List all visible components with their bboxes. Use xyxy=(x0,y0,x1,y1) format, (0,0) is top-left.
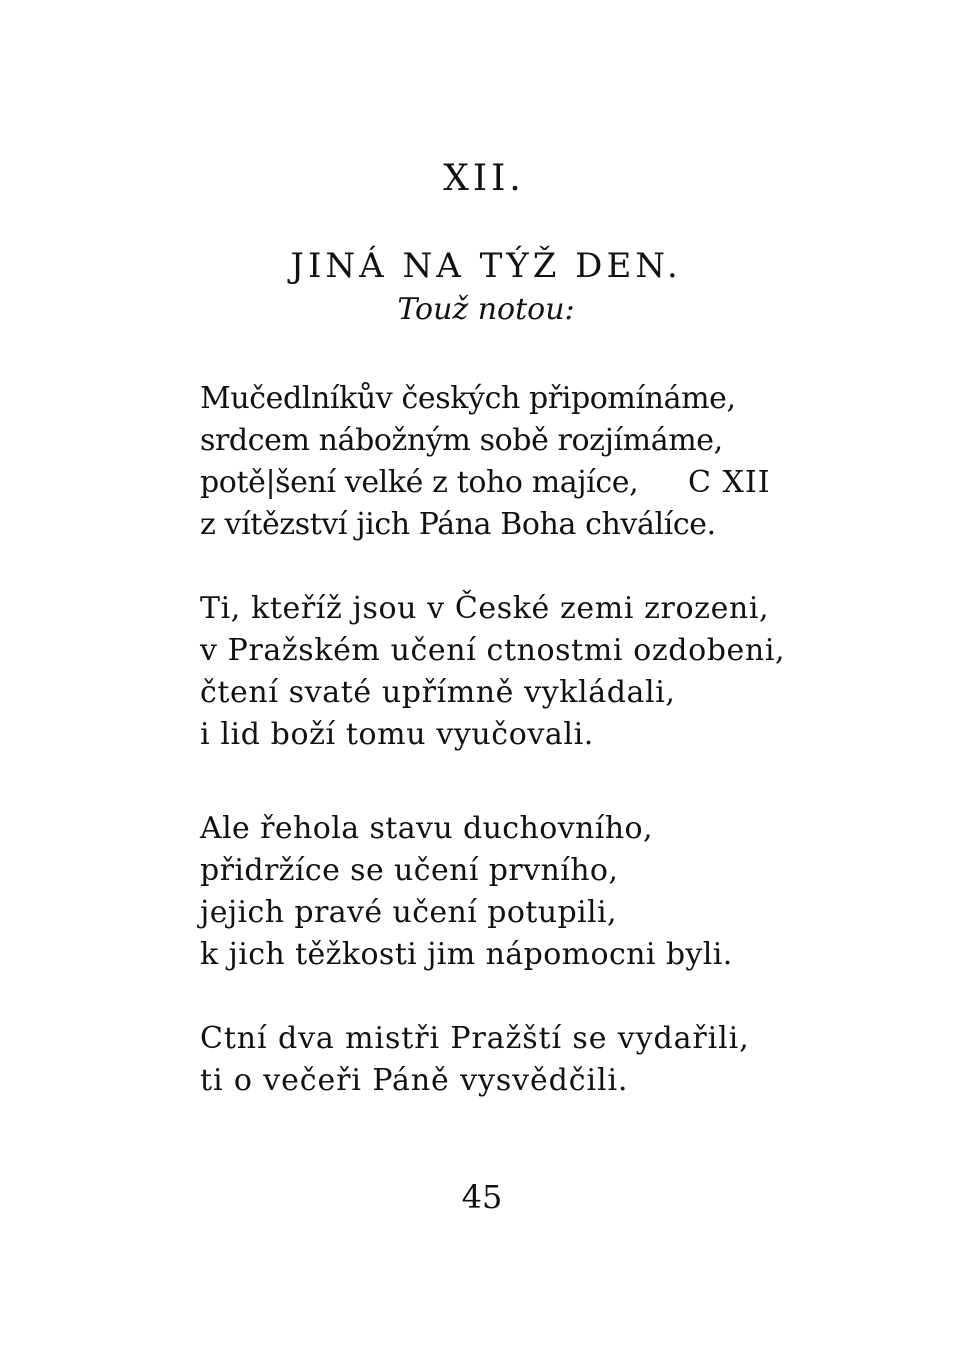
stanza-1 xyxy=(200,378,900,546)
verse-line: Ale řehola stavu duchovního, xyxy=(200,811,653,846)
verse-line: srdcem nábožným sobě rozjímáme, xyxy=(200,423,723,458)
hymn-title: JINÁ NA TÝŽ DEN. xyxy=(290,246,682,286)
stanza-3 xyxy=(200,808,900,976)
verse-line: v Pražském učení ctnostmi ozdobeni, xyxy=(200,633,786,668)
verse-line: k jich těžkosti jim nápomocni byli. xyxy=(200,937,733,972)
hymn-number: XII. xyxy=(443,158,525,199)
verse-line: Ctní dva mistři Pražští se vydařili, xyxy=(200,1021,750,1056)
verse-line: potě|šení velké z toho majíce, xyxy=(200,465,639,500)
verse-line: z vítězství jich Pána Boha chválíce. xyxy=(200,507,716,542)
verse-line: přidržíce se učení prvního, xyxy=(200,853,619,888)
verse-line: Ti, kteříž jsou v České zemi zrozeni, xyxy=(200,591,770,626)
verse-line: Mučedlníkův českých připomínáme, xyxy=(200,381,736,416)
verse-line: čtení svaté upřímně vykládali, xyxy=(200,675,676,710)
stanza-2 xyxy=(200,588,900,756)
verse-line: jejich pravé učení potupili, xyxy=(200,895,617,930)
melody-note: Touž notou: xyxy=(397,292,575,327)
stanza-4 xyxy=(200,1018,900,1102)
margin-reference: C XII xyxy=(688,465,771,500)
verse-line: ti o večeři Páně vysvědčili. xyxy=(200,1063,629,1098)
verse-line: i lid boží tomu vyučovali. xyxy=(200,717,594,752)
page-number: 45 xyxy=(461,1178,503,1216)
